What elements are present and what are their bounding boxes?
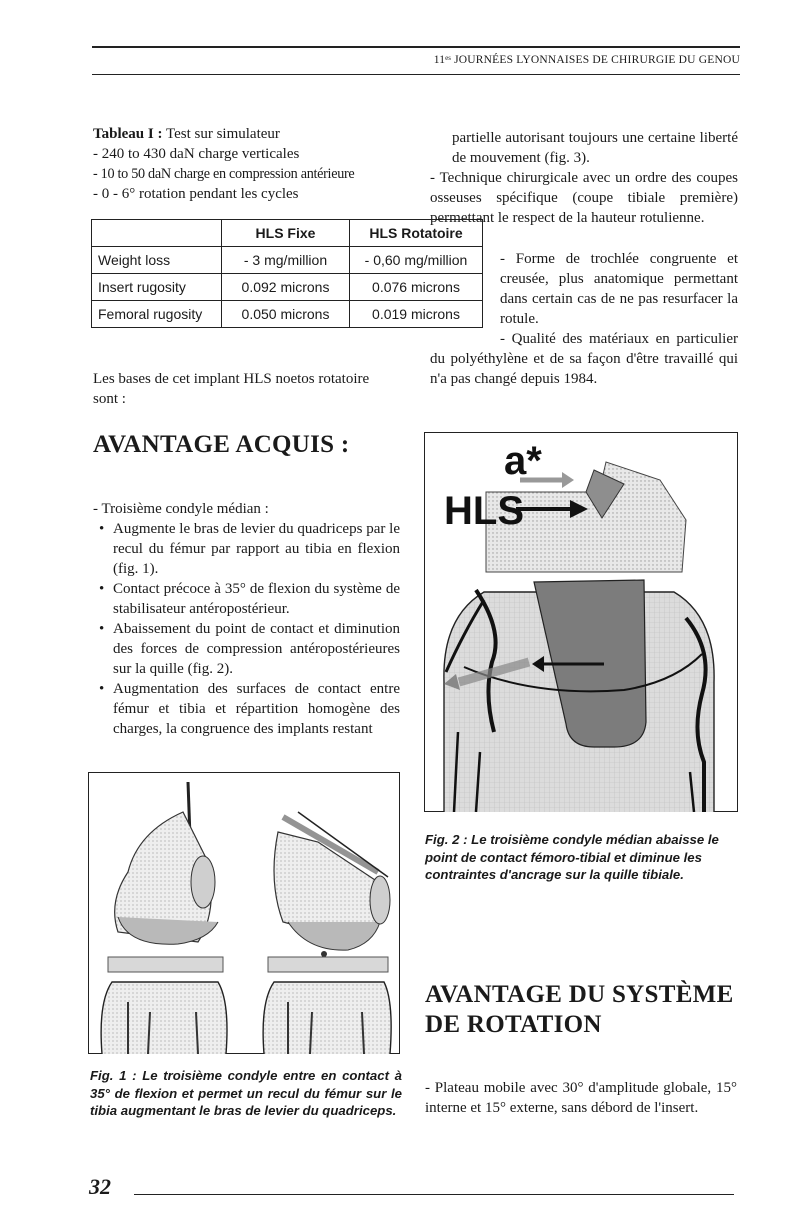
heading-rotation-line: AVANTAGE DU SYSTÈME — [425, 981, 734, 1008]
heading-avantage-acquis: AVANTAGE ACQUIS : — [93, 431, 350, 458]
table-cell: 0.019 microns — [350, 301, 483, 328]
right-para-4: - Qualité des matériaux en particulier du polyéthylène et de sa façon d'être travaillé qui n'a pas changé depuis 1984. — [430, 331, 738, 387]
bullet-text: Augmente le bras de levier du quadriceps par le recul du fémur par rapport au tibia en flexion (fig. 1). — [113, 521, 400, 577]
table-title-bold: Tableau I : — [93, 126, 163, 142]
rotation-text: - Plateau mobile avec 30° d'amplitude globale, 15° interne et 15° externe, sans débord de l'insert. — [425, 1080, 737, 1116]
table-cell: 0.050 microns — [222, 301, 350, 328]
right-para-2: - Technique chirurgicale avec un ordre des coupes osseuses spécifique (coupe tibiale première) permettant le respect de la hauteur rotulienne. — [430, 170, 738, 226]
table-intro-line: - 240 to 430 daN charge verticales — [93, 146, 300, 162]
left-col-body — [93, 499, 400, 739]
table-title-rest: Test sur simulateur — [162, 126, 280, 142]
table-intro-line: - 10 to 50 daN charge en compression antérieure — [93, 166, 355, 182]
fig2-label-a: a* — [504, 439, 542, 483]
heading-rotation — [425, 980, 739, 1040]
heading-rotation-line: DE ROTATION — [425, 1011, 602, 1038]
bullet-text: Augmentation des surfaces de contact entre fémur et tibia et répartition homogène des charges, la congruence des implants restant — [113, 681, 400, 737]
fig2-caption: Fig. 2 : Le troisième condyle médian abaisse le point de contact fémoro-tibial et diminue les contraintes d'ancrage sur la quille tibiale. — [425, 832, 719, 882]
bullet-list — [93, 519, 400, 739]
bullet-text: Contact précoce à 35° de flexion du système de stabilisateur antéropostérieur. — [113, 581, 400, 617]
table-row — [92, 247, 483, 274]
table-intro — [93, 124, 433, 204]
header-rule-top — [92, 46, 740, 48]
table-cell: Weight loss — [92, 247, 222, 274]
right-para-1: partielle autorisant toujours une certaine liberté de mouvement (fig. 3). — [452, 130, 738, 166]
table-intro-line: - 0 - 6° rotation pendant les cycles — [93, 186, 299, 202]
running-head: 11ᵉˢ JOURNÉES LYONNAISES DE CHIRURGIE DU GENOU — [433, 54, 740, 66]
table-cell: Femoral rugosity — [92, 301, 222, 328]
table-cell: 0.076 microns — [350, 274, 483, 301]
page-number: 32 — [89, 1174, 111, 1199]
table-cell: - 0,60 mg/million — [350, 247, 483, 274]
table-cell: 0.092 microns — [222, 274, 350, 301]
table-header-hls-rotatoire: HLS Rotatoire — [350, 220, 483, 247]
fig1-caption: Fig. 1 : Le troisième condyle entre en contact à 35° de flexion et permet un recul du fémur sur le tibia augmentant le bras de levier du quadriceps. — [90, 1068, 402, 1118]
bases-text: Les bases de cet implant HLS noetos rotatoire sont : — [93, 371, 370, 407]
bullet-text: Abaissement du point de contact et diminution des forces de compression antéropostérieures sur la quille (fig. 2). — [113, 621, 400, 677]
table-header-empty — [92, 220, 222, 247]
table-row — [92, 301, 483, 328]
table-cell: - 3 mg/million — [222, 247, 350, 274]
header-rule-bottom — [92, 74, 740, 75]
table-header-hls-fixe: HLS Fixe — [222, 220, 350, 247]
table-header-row — [92, 220, 483, 247]
fig1-illustration — [88, 772, 400, 1054]
bullet-item — [93, 619, 400, 679]
right-para-3: - Forme de trochlée congruente et creusée, plus anatomique permettant dans certain cas de ne pas resurfacer la rotule. — [500, 251, 738, 327]
fig2-label-hls: HLS — [444, 489, 524, 533]
footer-rule — [134, 1194, 734, 1195]
left-col-intro: - Troisième condyle médian : — [93, 501, 269, 517]
table-row — [92, 274, 483, 301]
table-title — [93, 124, 433, 144]
bullet-item — [93, 679, 400, 739]
bullet-item — [93, 579, 400, 619]
bullet-item — [93, 519, 400, 579]
table-cell: Insert rugosity — [92, 274, 222, 301]
results-table — [91, 219, 483, 328]
fig2-illustration — [424, 432, 738, 812]
